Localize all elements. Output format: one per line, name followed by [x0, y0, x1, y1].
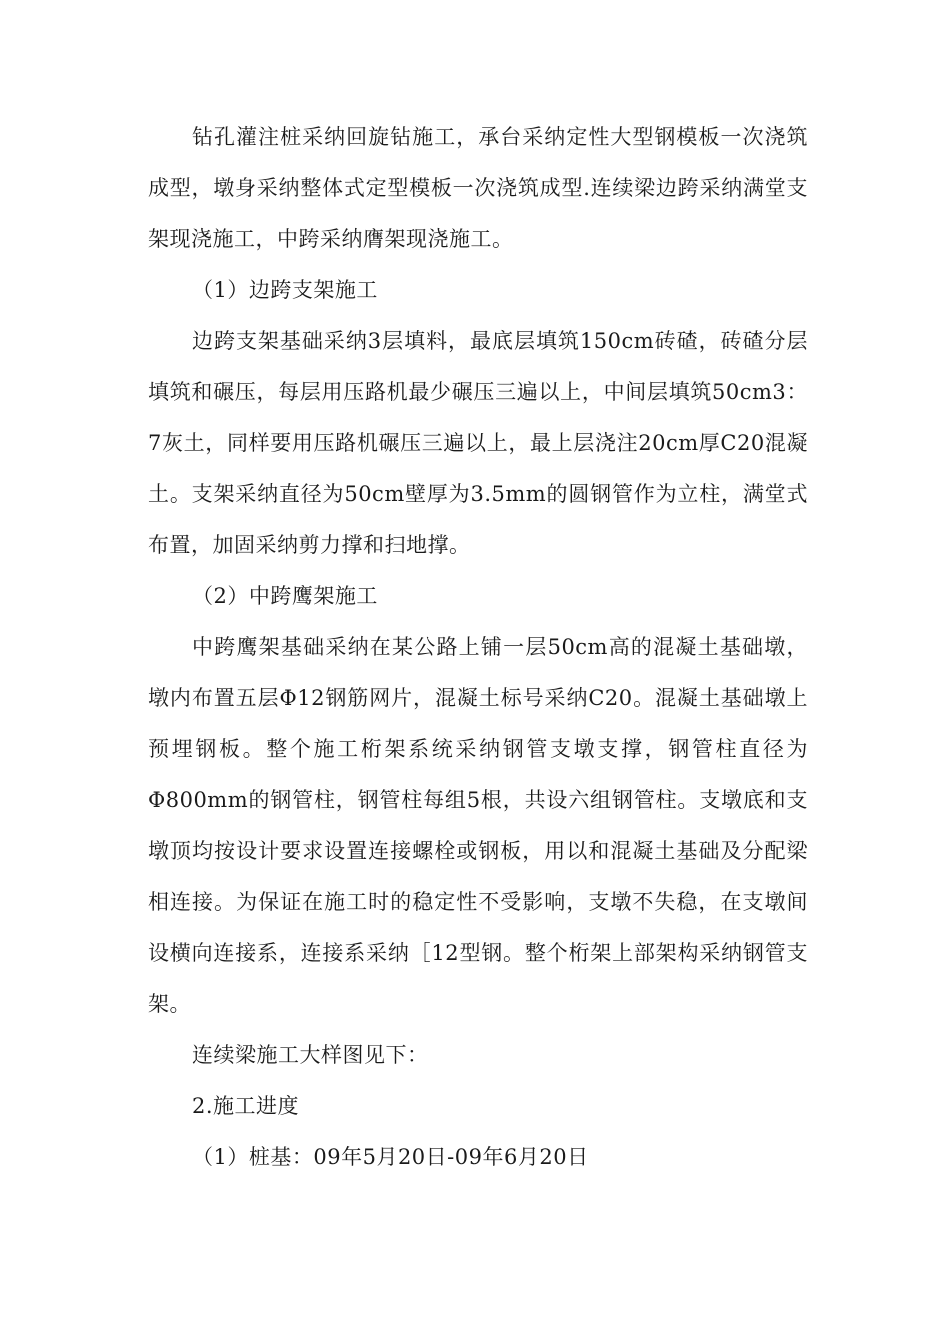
heading-construction-schedule: 2.施工进度 [192, 1094, 300, 1118]
heading-side-span-support: （1）边跨支架施工 [192, 278, 378, 302]
caption-detail-drawing: 连续梁施工大样图见下： [192, 1043, 429, 1067]
paragraph-mid-span-truss: 中跨鹰架基础采纳在某公路上铺一层50cm高的混凝土基础墩，墩内布置五层Φ12钢筋网片，混凝土标号采纳C20。混凝土基础墩上预埋钢板。整个施工桁架系统采纳钢管支墩支撑，钢管柱直径为Φ800mm的钢管柱，钢管柱每组5根，共设六组钢管柱。支墩底和支墩顶均按设计要求设置连接螺栓或钢板，用以和混凝土基础及分配梁相连接。为保证在施工时的稳定性不受影响，支墩不失稳，在支墩间设横向连接系，连接系采纳［12型钢。整个桁架上部架构采纳钢管支架。 [148, 635, 808, 1016]
paragraph-construction-methods: 钻孔灌注桩采纳回旋钻施工，承台采纳定性大型钢模板一次浇筑成型，墩身采纳整体式定型模板一次浇筑成型.连续梁边跨采纳满堂支架现浇施工，中跨采纳膺架现浇施工。 [148, 125, 808, 251]
document-body [148, 112, 808, 1183]
schedule-item-pile-foundation: （1）桩基：09年5月20日-09年6月20日 [192, 1145, 589, 1169]
paragraph-side-span-support: 边跨支架基础采纳3层填料，最底层填筑150cm砖碴，砖碴分层填筑和碾压，每层用压路机最少碾压三遍以上，中间层填筑50cm3：7灰土，同样要用压路机碾压三遍以上，最上层浇注20cm厚C20混凝土。支架采纳直径为50cm壁厚为3.5mm的圆钢管作为立柱，满堂式布置，加固采纳剪力撑和扫地撑。 [148, 329, 808, 557]
heading-mid-span-truss: （2）中跨鹰架施工 [192, 584, 378, 608]
